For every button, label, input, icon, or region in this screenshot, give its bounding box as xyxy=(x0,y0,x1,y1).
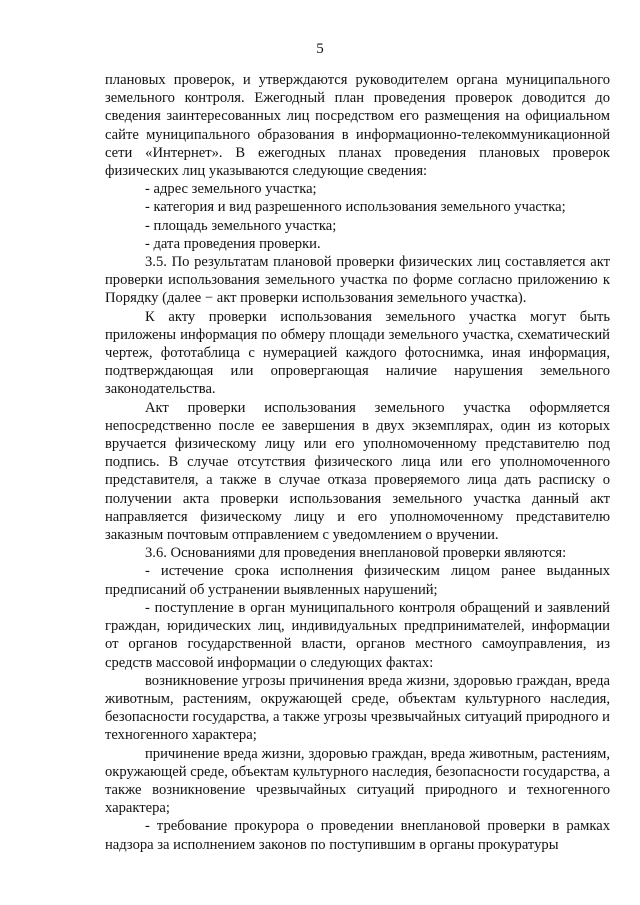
paragraph-plan-publication: плановых проверок, и утверждаются руководителем органа муниципального земельного контроля. Ежегодный план проведения проверок доводится до сведения заинтересованных лиц посредством его размещения на официальном сайте муниципального образования в информационно-телекоммуникационной сети «Интернет». В ежегодных планах проведения плановых проверок физических лиц указываются следующие сведения: xyxy=(105,72,610,180)
page-number: 5 xyxy=(316,41,324,57)
list-item-date: - дата проведения проверки. xyxy=(145,235,321,252)
paragraph-act-execution: Акт проверки использования земельного участка оформляется непосредственно после ее завершения в двух экземплярах, один из которых вручается физическому лицу или его уполномоченному представителю под подпись. В случае отсутствия физического лица или его уполномоченного представителя, а также в случае отказа проверяемого лица дать расписку о получении акта проверки использования земельного участка данный акт направляется физическому лицу и его уполномоченному представителю заказным почтовым отправлением с уведомлением о вручении. xyxy=(105,399,610,544)
paragraph-3-5: 3.5. По результатам плановой проверки физических лиц составляется акт проверки использования земельного участка по форме согласно приложению к Порядку (далее − акт проверки использования земельного участка). xyxy=(105,254,610,307)
paragraph-act-attachments: К акту проверки использования земельного участка могут быть приложены информация по обмеру площади земельного участка, схематический чертеж, фототаблица с нумерацией каждого фотоснимка, иная информация, подтверждающая или опровергающая наличие нарушения земельного законодательства. xyxy=(105,308,610,398)
list-item-area: - площадь земельного участка; xyxy=(145,217,337,234)
list-item-prosecutor-demand: - требование прокурора о проведении внеплановой проверки в рамках надзора за исполнением законов по поступившим в органы прокуратуры xyxy=(105,818,610,853)
list-item-category: - категория и вид разрешенного использования земельного участка; xyxy=(145,199,566,216)
paragraph-threat-of-harm: возникновение угрозы причинения вреда жизни, здоровью граждан, вреда животным, растениям, окружающей среде, объектам культурного наследия, безопасности государства, а также угрозы чрезвычайных ситуаций природного и техногенного характера; xyxy=(105,672,610,744)
list-item-address: - адрес земельного участка; xyxy=(145,181,317,198)
paragraph-3-6: 3.6. Основаниями для проведения внеплановой проверки являются: xyxy=(145,545,567,562)
paragraph-harm-caused: причинение вреда жизни, здоровью граждан, вреда животным, растениям, окружающей среде, объектам культурного наследия, безопасности государства, а также возникновение чрезвычайных ситуаций природного и техногенного характера; xyxy=(105,745,611,817)
document-body xyxy=(105,71,610,854)
list-item-complaints: - поступление в орган муниципального контроля обращений и заявлений граждан, юридических лиц, индивидуальных предпринимателей, информации от органов государственной власти, органов местного самоуправления, из средств массовой информации о следующих фактах: xyxy=(105,599,610,671)
list-item-prescription-expiry: - истечение срока исполнения физическим лицом ранее выданных предписаний об устранении выявленных нарушений; xyxy=(105,563,610,598)
